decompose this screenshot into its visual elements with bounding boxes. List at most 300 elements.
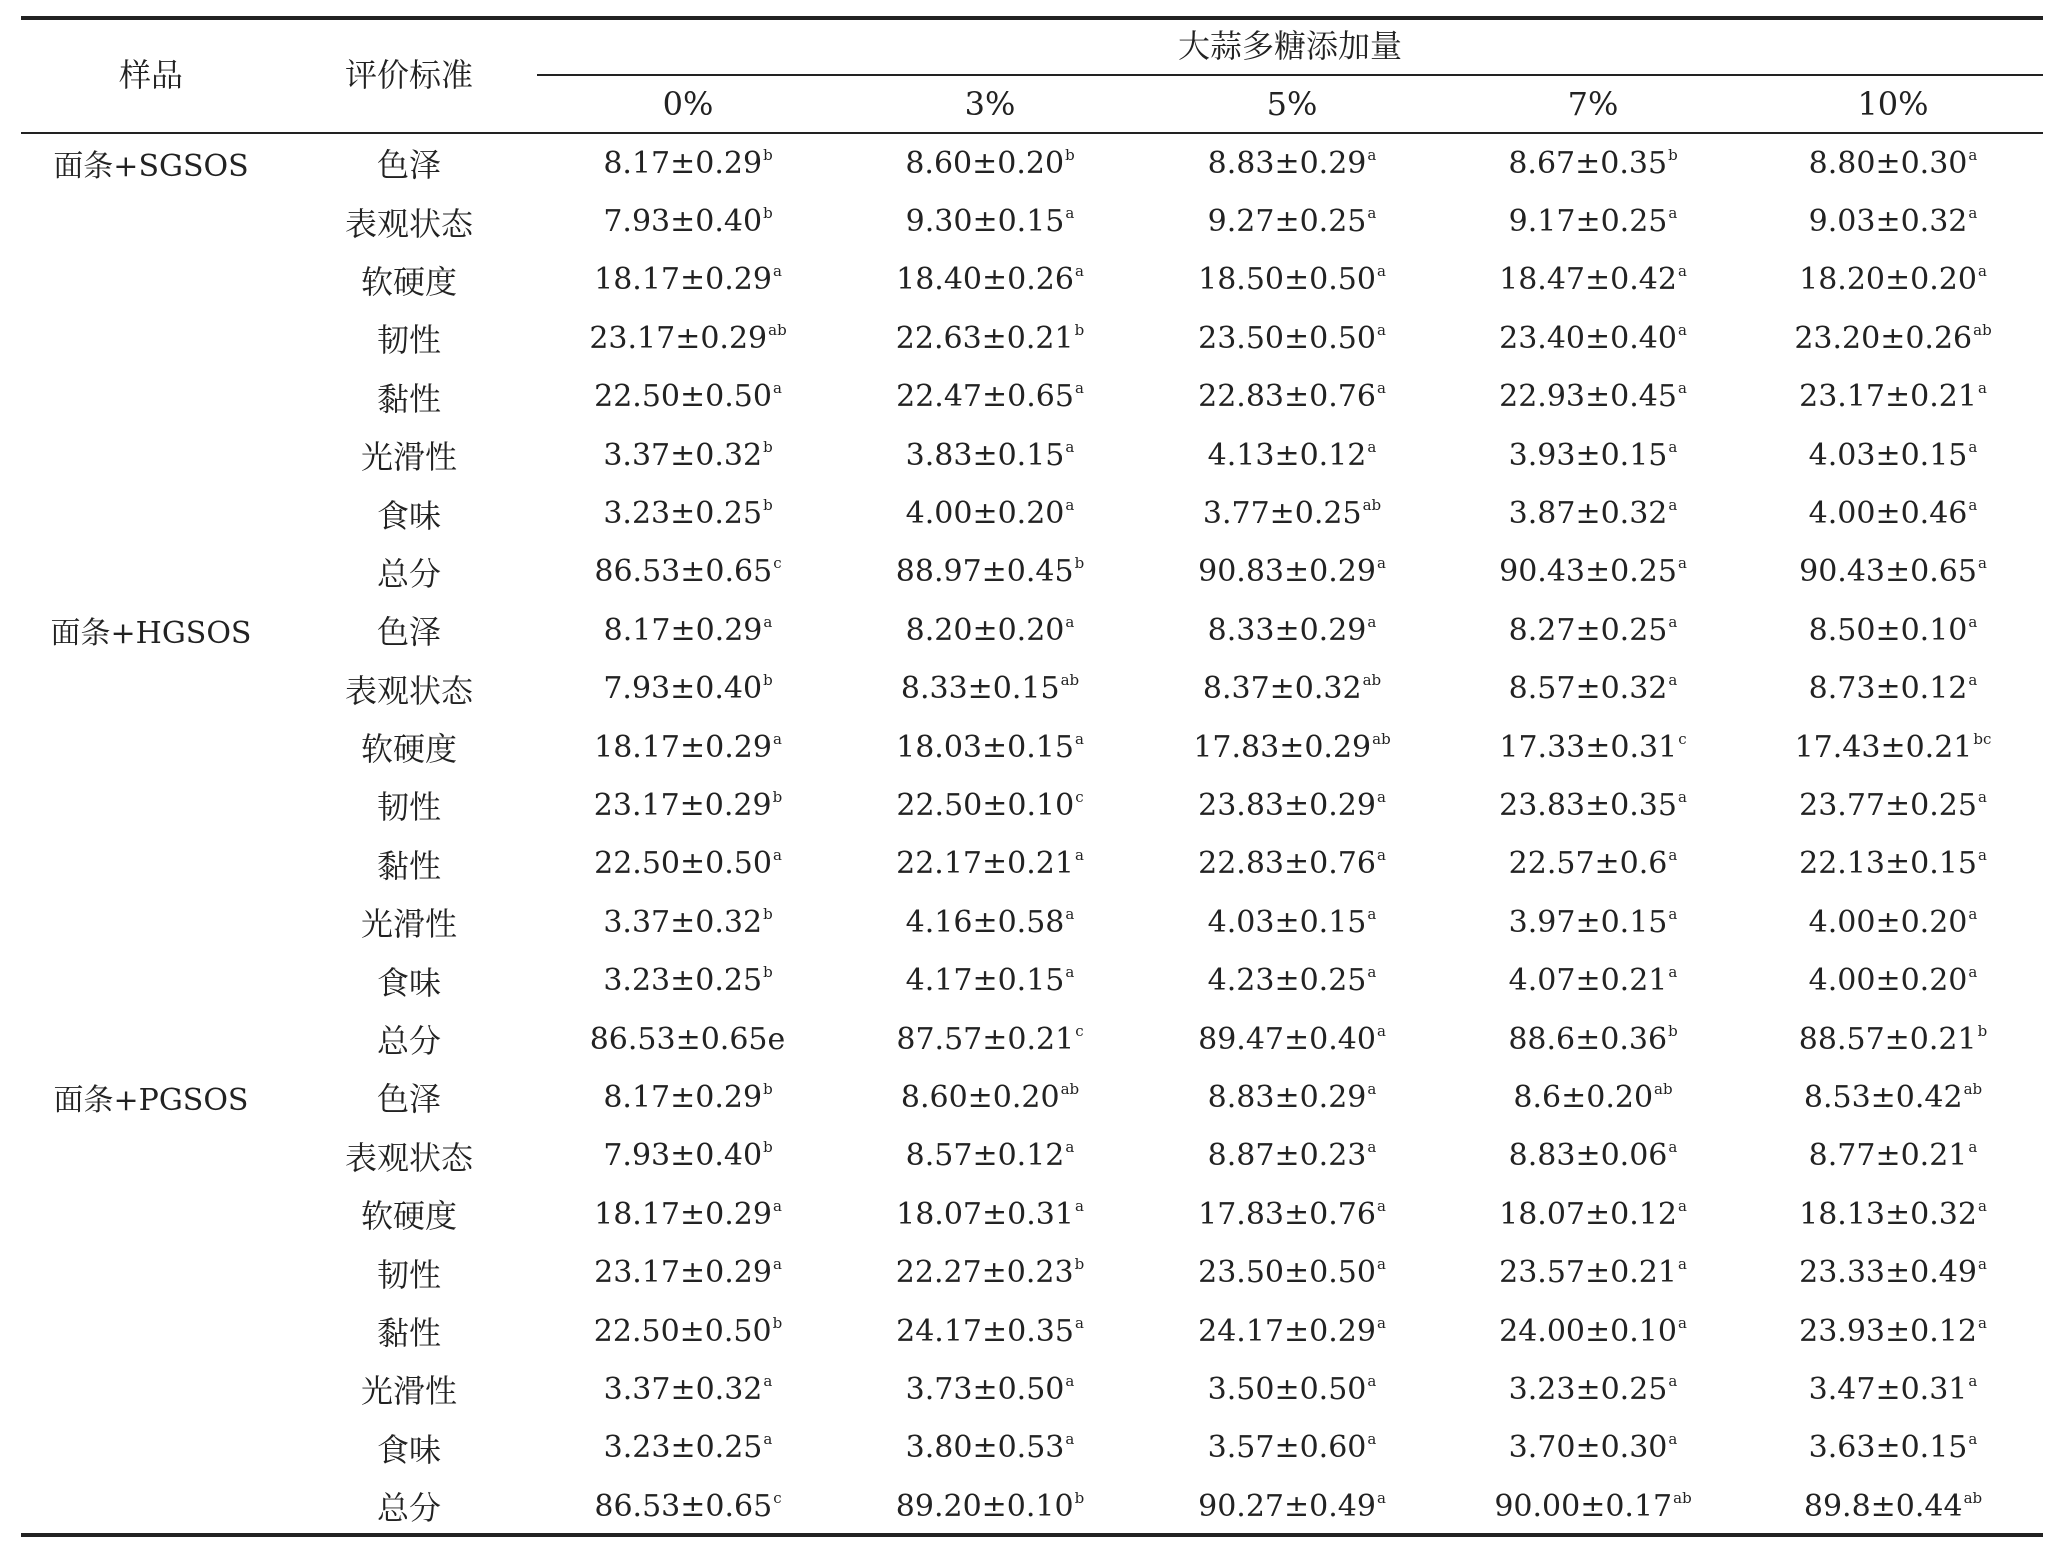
value-cell <box>839 1419 1141 1477</box>
mean-sd-value: 8.60±0.20 <box>905 145 1065 181</box>
value-cell <box>1141 893 1443 951</box>
mean-sd-value: 3.63±0.15 <box>1808 1430 1968 1466</box>
value-cell <box>1743 1243 2043 1301</box>
table-row <box>21 951 2043 1009</box>
mean-sd-value: 8.50±0.10 <box>1808 612 1968 648</box>
mean-sd-value: 18.13±0.32 <box>1799 1196 1977 1232</box>
value-cell <box>537 951 839 1009</box>
mean-sd-value: 3.23±0.25 <box>603 1430 763 1466</box>
mean-sd-value: 3.37±0.32 <box>603 437 763 473</box>
mean-sd-value: 23.83±0.29 <box>1198 787 1376 823</box>
table-row <box>21 1302 2043 1360</box>
significance-mark: c <box>1075 1021 1084 1040</box>
mean-sd-value: 18.17±0.29 <box>594 262 772 298</box>
value-cell <box>1743 368 2043 426</box>
table-row <box>21 660 2043 718</box>
value-cell <box>1743 484 2043 542</box>
sample-name <box>21 368 281 426</box>
value-cell <box>1443 1419 1743 1477</box>
value-cell <box>1443 1010 1743 1068</box>
value-cell <box>1443 1477 1743 1535</box>
value-cell <box>537 426 839 484</box>
value-cell <box>1443 718 1743 776</box>
significance-mark: b <box>763 204 773 223</box>
significance-mark: ab <box>1963 1488 1983 1507</box>
significance-mark: a <box>772 1255 782 1274</box>
mean-sd-value: 3.77±0.25 <box>1202 496 1362 532</box>
sample-name <box>21 776 281 834</box>
table-row <box>21 309 2043 367</box>
value-cell <box>1141 251 1443 309</box>
value-cell <box>1443 426 1743 484</box>
mean-sd-value: 4.00±0.20 <box>1808 904 1968 940</box>
criterion-label: 软硬度 <box>360 262 457 301</box>
mean-sd-value: 7.93±0.40 <box>603 1138 763 1174</box>
significance-mark: b <box>1074 1255 1085 1274</box>
header-level-2: 5% <box>1266 85 1318 123</box>
significance-mark: a <box>1977 379 1987 398</box>
mean-sd-value: 8.60±0.20 <box>900 1079 1060 1115</box>
value-cell <box>1141 192 1443 250</box>
criterion-label: 总分 <box>376 1489 441 1528</box>
significance-mark: a <box>1367 963 1377 982</box>
mean-sd-value: 4.16±0.58 <box>905 904 1065 940</box>
value-cell <box>1743 1127 2043 1185</box>
data-table <box>21 134 2043 1535</box>
value-cell <box>839 484 1141 542</box>
significance-mark: a <box>1668 1371 1678 1390</box>
value-cell <box>537 835 839 893</box>
significance-mark: bc <box>1973 729 1992 748</box>
mean-sd-value: 8.17±0.29 <box>603 145 763 181</box>
significance-mark: b <box>763 1079 773 1098</box>
value-cell <box>537 1127 839 1185</box>
significance-mark: a <box>1968 612 1978 631</box>
value-cell <box>1743 426 2043 484</box>
value-cell <box>537 1477 839 1535</box>
sample-name <box>21 718 281 776</box>
header-level-0: 0% <box>662 85 714 123</box>
table-row <box>21 1243 2043 1301</box>
sample-name <box>21 251 281 309</box>
table-row <box>21 1127 2043 1185</box>
significance-mark: ab <box>768 320 787 339</box>
value-cell <box>537 484 839 542</box>
value-cell <box>1743 951 2043 1009</box>
value-cell <box>1141 484 1443 542</box>
sample-name <box>21 1360 281 1418</box>
significance-mark: a <box>763 1371 773 1390</box>
significance-mark: a <box>1367 145 1377 164</box>
significance-mark: a <box>1668 496 1678 515</box>
significance-mark: a <box>1376 1196 1386 1215</box>
value-cell <box>839 1010 1141 1068</box>
mean-sd-value: 22.13±0.15 <box>1799 846 1977 882</box>
significance-mark: c <box>1075 787 1084 806</box>
table-top-rule <box>21 16 2043 20</box>
value-cell <box>1443 835 1743 893</box>
value-cell <box>537 601 839 659</box>
value-cell <box>537 192 839 250</box>
significance-mark: a <box>1376 1313 1386 1332</box>
significance-mark: a <box>1668 612 1678 631</box>
significance-mark: a <box>1968 496 1978 515</box>
mean-sd-value: 88.6±0.36 <box>1508 1021 1668 1057</box>
significance-mark: a <box>1668 963 1678 982</box>
significance-mark: a <box>1376 1488 1386 1507</box>
mean-sd-value: 4.23±0.25 <box>1207 963 1367 999</box>
significance-mark: a <box>1977 1255 1987 1274</box>
value-cell <box>537 309 839 367</box>
mean-sd-value: 23.20±0.26 <box>1794 320 1973 356</box>
significance-mark: a <box>1376 1021 1386 1040</box>
significance-mark: ab <box>1362 496 1382 515</box>
significance-mark: c <box>1678 729 1687 748</box>
mean-sd-value: 90.43±0.25 <box>1499 554 1677 590</box>
significance-mark: a <box>1968 1430 1978 1449</box>
mean-sd-value: 89.20±0.10 <box>895 1488 1074 1524</box>
value-cell <box>1743 718 2043 776</box>
significance-mark: a <box>1065 1371 1075 1390</box>
value-cell <box>537 1068 839 1126</box>
value-cell <box>1141 1010 1443 1068</box>
significance-mark: a <box>1677 1196 1687 1215</box>
table-row <box>21 484 2043 542</box>
value-cell <box>537 1360 839 1418</box>
value-cell <box>839 835 1141 893</box>
mean-sd-value: 7.93±0.40 <box>603 204 763 240</box>
value-cell <box>1443 660 1743 718</box>
mean-sd-value: 8.33±0.15 <box>900 671 1060 707</box>
significance-mark: b <box>1668 1021 1678 1040</box>
value-cell <box>839 1360 1141 1418</box>
significance-mark: ab <box>1973 320 1992 339</box>
mean-sd-value: 3.47±0.31 <box>1808 1371 1968 1407</box>
mean-sd-value: 4.00±0.20 <box>905 496 1065 532</box>
mean-sd-value: 17.83±0.29 <box>1193 729 1372 765</box>
mean-sd-value: 22.57±0.6 <box>1508 846 1668 882</box>
mean-sd-value: 4.17±0.15 <box>905 963 1065 999</box>
significance-mark: a <box>763 612 773 631</box>
mean-sd-value: 8.67±0.35 <box>1508 145 1668 181</box>
value-cell <box>1141 1185 1443 1243</box>
mean-sd-value: 18.50±0.50 <box>1198 262 1376 298</box>
significance-mark: a <box>1668 846 1678 865</box>
mean-sd-value: 24.17±0.35 <box>896 1313 1074 1349</box>
value-cell <box>1443 1243 1743 1301</box>
table-row <box>21 893 2043 951</box>
mean-sd-value: 18.20±0.20 <box>1799 262 1977 298</box>
significance-mark: a <box>772 729 782 748</box>
table-row <box>21 1419 2043 1477</box>
significance-mark: a <box>1065 1138 1075 1157</box>
value-cell <box>1443 1185 1743 1243</box>
mean-sd-value: 22.50±0.50 <box>594 846 772 882</box>
sample-name <box>21 543 281 601</box>
significance-mark: a <box>1074 379 1084 398</box>
significance-mark: a <box>1677 787 1687 806</box>
value-cell <box>1141 1477 1443 1535</box>
mean-sd-value: 9.03±0.32 <box>1808 204 1968 240</box>
mean-sd-value: 23.50±0.50 <box>1198 320 1376 356</box>
significance-mark: b <box>1074 320 1085 339</box>
sample-name <box>21 484 281 542</box>
sample-name <box>21 1477 281 1535</box>
mean-sd-value: 8.33±0.29 <box>1207 612 1367 648</box>
value-cell <box>1443 251 1743 309</box>
mean-sd-value: 3.23±0.25 <box>603 496 763 532</box>
value-cell <box>1743 134 2043 192</box>
significance-mark: b <box>763 145 773 164</box>
value-cell <box>1743 1010 2043 1068</box>
table-row <box>21 1360 2043 1418</box>
significance-mark: b <box>1668 145 1678 164</box>
mean-sd-value: 22.47±0.65 <box>896 379 1074 415</box>
significance-mark: a <box>1677 262 1687 281</box>
mean-sd-value: 22.63±0.21 <box>895 320 1074 356</box>
significance-mark: ab <box>1060 1079 1080 1098</box>
significance-mark: a <box>1968 671 1978 690</box>
mean-sd-value: 9.30±0.15 <box>905 204 1065 240</box>
significance-mark: a <box>1065 963 1075 982</box>
significance-mark: b <box>763 496 773 515</box>
mean-sd-value: 17.33±0.31 <box>1499 729 1678 765</box>
mean-sd-value: 8.57±0.32 <box>1508 671 1668 707</box>
mean-sd-value: 8.53±0.42 <box>1803 1079 1963 1115</box>
value-cell <box>537 893 839 951</box>
value-cell <box>839 776 1141 834</box>
table-row <box>21 134 2043 192</box>
value-cell <box>839 192 1141 250</box>
criterion-label: 食味 <box>376 496 441 535</box>
mean-sd-value: 8.77±0.21 <box>1808 1138 1968 1174</box>
value-cell <box>1443 368 1743 426</box>
significance-mark: a <box>1065 496 1075 515</box>
value-cell <box>1743 192 2043 250</box>
value-cell <box>1443 601 1743 659</box>
value-cell <box>537 1185 839 1243</box>
mean-sd-value: 90.83±0.29 <box>1198 554 1376 590</box>
value-cell <box>1141 1302 1443 1360</box>
value-cell <box>1743 1419 2043 1477</box>
value-cell <box>1443 484 1743 542</box>
mean-sd-value: 3.83±0.15 <box>905 437 1065 473</box>
value-cell <box>1743 309 2043 367</box>
sample-name <box>21 1010 281 1068</box>
table-row <box>21 1010 2043 1068</box>
criterion-label: 韧性 <box>376 1255 441 1294</box>
value-cell <box>839 251 1141 309</box>
value-cell <box>1443 309 1743 367</box>
value-cell <box>1443 1302 1743 1360</box>
table-row <box>21 601 2043 659</box>
mean-sd-value: 23.57±0.21 <box>1499 1255 1677 1291</box>
value-cell <box>839 1477 1141 1535</box>
criterion-label: 软硬度 <box>360 1197 457 1236</box>
mean-sd-value: 3.73±0.50 <box>905 1371 1065 1407</box>
value-cell <box>1443 134 1743 192</box>
table-row <box>21 368 2043 426</box>
value-cell <box>1141 1419 1443 1477</box>
value-cell <box>537 368 839 426</box>
mean-sd-value: 4.03±0.15 <box>1207 904 1367 940</box>
header-level-1: 3% <box>964 85 1016 123</box>
value-cell <box>1443 951 1743 1009</box>
criterion-label: 黏性 <box>376 1314 441 1352</box>
sample-name <box>21 951 281 1009</box>
value-cell <box>839 368 1141 426</box>
mean-sd-value: 23.40±0.40 <box>1499 320 1677 356</box>
sample-name <box>21 1419 281 1477</box>
mean-sd-value: 22.50±0.50 <box>594 379 772 415</box>
mean-sd-value: 23.17±0.21 <box>1799 379 1977 415</box>
significance-mark: ab <box>1673 1488 1692 1507</box>
significance-mark: b <box>1977 1021 1988 1040</box>
value-cell <box>1743 1360 2043 1418</box>
mean-sd-value: 9.27±0.25 <box>1207 204 1367 240</box>
mean-sd-value: 3.23±0.25 <box>603 963 763 999</box>
significance-mark: a <box>1367 904 1377 923</box>
sample-name <box>21 426 281 484</box>
mean-sd-value: 7.93±0.40 <box>603 671 763 707</box>
mean-sd-value: 22.83±0.76 <box>1198 379 1376 415</box>
value-cell <box>1141 1360 1443 1418</box>
significance-mark: b <box>772 787 783 806</box>
significance-mark: a <box>1677 320 1687 339</box>
value-cell <box>1443 1068 1743 1126</box>
mean-sd-value: 4.00±0.46 <box>1808 496 1968 532</box>
significance-mark: c <box>773 554 782 573</box>
value-cell <box>1443 1360 1743 1418</box>
mean-sd-value: 4.07±0.21 <box>1508 963 1668 999</box>
significance-mark: a <box>1977 262 1987 281</box>
significance-mark: a <box>1677 1255 1687 1274</box>
significance-mark: ab <box>1963 1079 1983 1098</box>
mean-sd-value: 87.57±0.21 <box>896 1021 1075 1057</box>
value-cell <box>1141 426 1443 484</box>
mean-sd-value: 17.43±0.21 <box>1794 729 1973 765</box>
criterion-label: 黏性 <box>376 379 441 418</box>
mean-sd-value: 18.07±0.12 <box>1499 1196 1677 1232</box>
value-cell <box>537 1419 839 1477</box>
significance-mark: a <box>1367 1079 1377 1098</box>
mean-sd-value: 8.83±0.29 <box>1207 1079 1367 1115</box>
significance-mark: a <box>772 1196 782 1215</box>
mean-sd-value: 22.27±0.23 <box>895 1255 1074 1291</box>
mean-sd-value: 23.83±0.35 <box>1499 787 1677 823</box>
sample-name <box>21 660 281 718</box>
mean-sd-value: 8.20±0.20 <box>905 612 1065 648</box>
value-cell <box>839 601 1141 659</box>
significance-mark: b <box>763 671 773 690</box>
value-cell <box>537 543 839 601</box>
significance-mark: a <box>1074 729 1084 748</box>
criterion-label: 食味 <box>376 963 441 1002</box>
value-cell <box>1743 1477 2043 1535</box>
significance-mark: a <box>1065 204 1075 223</box>
criterion-label: 软硬度 <box>360 730 457 769</box>
value-cell <box>839 1127 1141 1185</box>
mean-sd-value: 89.47±0.40 <box>1198 1021 1376 1057</box>
significance-mark: a <box>1677 554 1687 573</box>
significance-mark: b <box>763 437 773 456</box>
table-row <box>21 192 2043 250</box>
mean-sd-value: 3.87±0.32 <box>1508 496 1668 532</box>
value-cell <box>839 426 1141 484</box>
table-row <box>21 718 2043 776</box>
mean-sd-value: 8.17±0.29 <box>603 612 763 648</box>
sample-name <box>21 1185 281 1243</box>
mean-sd-value: 24.00±0.10 <box>1499 1313 1677 1349</box>
significance-mark: a <box>763 1430 773 1449</box>
mean-sd-value: 4.00±0.20 <box>1808 963 1968 999</box>
table-row <box>21 776 2043 834</box>
significance-mark: a <box>1668 671 1678 690</box>
significance-mark: a <box>772 262 782 281</box>
mean-sd-value: 18.17±0.29 <box>594 1196 772 1232</box>
mean-sd-value: 23.17±0.29 <box>589 320 768 356</box>
significance-mark: a <box>1968 1371 1978 1390</box>
table-body <box>21 134 2043 1535</box>
sample-name <box>21 1127 281 1185</box>
significance-mark: a <box>1376 1255 1386 1274</box>
significance-mark: a <box>1977 1196 1987 1215</box>
mean-sd-value: 3.50±0.50 <box>1207 1371 1367 1407</box>
criterion-label: 黏性 <box>376 846 441 885</box>
criterion-label: 色泽 <box>376 146 441 185</box>
significance-mark: b <box>1074 1488 1085 1507</box>
mean-sd-value: 4.13±0.12 <box>1207 437 1367 473</box>
mean-sd-value: 8.83±0.06 <box>1508 1138 1668 1174</box>
value-cell <box>1141 368 1443 426</box>
value-cell <box>839 309 1141 367</box>
mean-sd-value: 88.97±0.45 <box>895 554 1074 590</box>
mean-sd-value: 8.27±0.25 <box>1508 612 1668 648</box>
value-cell <box>537 1010 839 1068</box>
mean-sd-value: 22.50±0.10 <box>896 787 1075 823</box>
significance-mark: a <box>772 846 782 865</box>
value-cell <box>1743 543 2043 601</box>
criterion-label: 表观状态 <box>344 204 473 243</box>
value-cell <box>1141 718 1443 776</box>
value-cell <box>1141 835 1443 893</box>
significance-mark: b <box>1074 554 1085 573</box>
group-header-rule <box>537 74 2043 76</box>
mean-sd-value: 3.80±0.53 <box>905 1430 1065 1466</box>
significance-mark: c <box>773 1488 782 1507</box>
mean-sd-value: 8.73±0.12 <box>1808 671 1968 707</box>
table-row <box>21 1477 2043 1535</box>
significance-mark: a <box>1668 437 1678 456</box>
value-cell <box>1141 660 1443 718</box>
significance-mark: a <box>1968 145 1978 164</box>
value-cell <box>839 718 1141 776</box>
criterion-label: 光滑性 <box>360 905 457 944</box>
table-row <box>21 1068 2043 1126</box>
value-cell <box>537 1243 839 1301</box>
value-cell <box>537 134 839 192</box>
mean-sd-value: 18.47±0.42 <box>1499 262 1677 298</box>
table-row <box>21 835 2043 893</box>
value-cell <box>1743 601 2043 659</box>
value-cell <box>537 776 839 834</box>
header-group-title: 大蒜多糖添加量 <box>1177 27 1402 65</box>
value-cell <box>537 660 839 718</box>
significance-mark: a <box>1367 1371 1377 1390</box>
value-cell <box>1141 543 1443 601</box>
sample-name <box>21 835 281 893</box>
value-cell <box>1141 134 1443 192</box>
